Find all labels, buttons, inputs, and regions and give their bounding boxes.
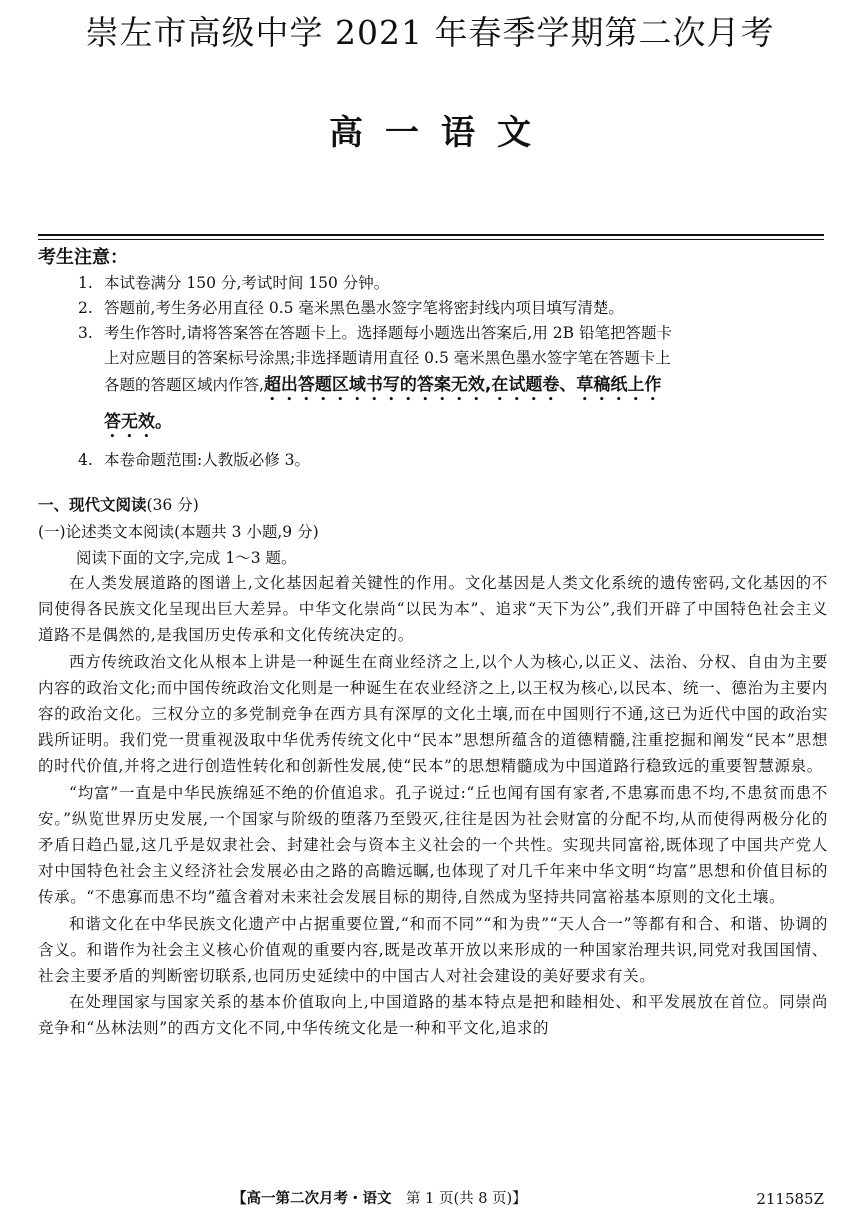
exam-title: 崇左市高级中学 2021 年春季学期第二次月考	[85, 13, 775, 52]
passage-paragraph: 在人类发展道路的图谱上,文化基因起着关键性的作用。文化基因是人类文化系统的遗传密码,文化基因的不同使得各民族文化呈现出巨大差异。中华文化崇尚“以民为本”、追求“天下为公”,我们开辟了中国特色社会主义道路不是偶然的,是我国历史传承和文化传统决定的。	[38, 574, 828, 645]
divider-thick	[38, 234, 824, 236]
notice-text: 本卷命题范围:人教版必修 3。	[104, 451, 311, 469]
page-footer	[0, 1186, 860, 1212]
notice-text-line2: 上对应题目的答案标号涂黑;非选择题请用直径 0.5 毫米黑色墨水签字笔在答题卡上	[104, 349, 671, 367]
passage-paragraph: “均富”一直是中华民族绵延不绝的价值追求。孔子说过:“丘也闻有国有家者,不患寡而患不均,不患贫而患不安。”纵览世界历史发展,一个国家与阶级的堕落乃至毁灭,往往是因为社会财富的分配不均,从而使得两极分化的矛盾日趋凸显,这几乎是奴隶社会、封建社会与资本主义社会的一个共性。实现共同富裕,既体现了中国共产党人对中国特色社会主义经济社会发展必由之路的高瞻远瞩,也体现了对几千年来中华文明“均富”思想和价值目标的传承。“不患寡而患不均”蕴含着对未来社会发展目标的期待,自然成为坚持共同富裕基本原则的文化土壤。	[38, 783, 828, 907]
footer-code: 211585Z	[756, 1190, 824, 1208]
sub-heading: (一)论述类文本阅读(本题共 3 小题,9 分)	[38, 523, 319, 541]
notice-item-3	[78, 321, 828, 442]
section-points: (36 分)	[146, 496, 199, 514]
notice-number: 1.	[78, 274, 93, 292]
notice-text-line1: 考生作答时,请将答案答在答题卡上。选择题每小题选出答案后,用 2B 铅笔把答题卡	[104, 324, 672, 342]
footer-label	[232, 1186, 527, 1212]
notice-item-2	[78, 296, 828, 321]
notice-text-line4	[78, 405, 828, 442]
notice-warning-emphasis: 超出答题区域书写的答案无效,在试题卷、草稿纸上作	[263, 375, 662, 395]
passage-paragraph: 西方传统政治文化从根本上讲是一种诞生在商业经济之上,以个人为核心,以正义、法治、分权、自由为主要内容的政治文化;而中国传统政治文化则是一种诞生在农业经济之上,以王权为核心,以民本、统一、德治为主要内容的政治文化。三权分立的多党制竞争在西方具有深厚的文化土壤,而在中国则行不通,这已为近代中国的政治实践所证明。我们党一贯重视汲取中华优秀传统文化中“民本”思想所蕴含的道德精髓,注重挖掘和阐发“民本”思想的时代价值,并将之进行创造性转化和创新性发展,使“民本”的思想精髓成为中国道路行稳致远的重要智慧源泉。	[38, 652, 828, 776]
section-heading	[38, 493, 199, 517]
notice-text: 答题前,考生务必用直径 0.5 毫米黑色墨水签字笔将密封线内项目填写清楚。	[104, 299, 624, 317]
notice-text-line3-plain: 各题的答题区域内作答,	[104, 376, 264, 394]
divider-thin	[38, 239, 824, 240]
notice-item-1	[78, 271, 828, 296]
notice-heading: 考生注意：	[38, 247, 128, 268]
reading-instruction: 阅读下面的文字,完成 1～3 题。	[76, 549, 297, 567]
footer-exam-label: 【高一第二次月考・语文	[232, 1191, 392, 1207]
notice-item-4	[78, 448, 828, 473]
footer-page-number: 第 1 页(共 8 页)】	[406, 1191, 527, 1207]
notice-text: 本试卷满分 150 分,考试时间 150 分钟。	[104, 274, 390, 292]
notice-number: 2.	[78, 299, 93, 317]
section-heading-text: 一、现代文阅读	[38, 496, 147, 514]
notice-number: 4.	[78, 451, 93, 469]
notice-number: 3.	[78, 324, 93, 342]
subject-title: 高一语文	[329, 113, 553, 153]
reading-passage	[38, 570, 828, 1042]
notice-warning-emphasis-end: 答无效。	[104, 412, 172, 432]
passage-paragraph: 在处理国家与国家关系的基本价值取向上,中国道路的基本特点是把和睦相处、和平发展放在首位。同崇尚竞争和“丛林法则”的西方文化不同,中华传统文化是一种和平文化,追求的	[38, 993, 828, 1038]
notice-list	[78, 271, 828, 473]
passage-paragraph: 和谐文化在中华民族文化遗产中占据重要位置,“和而不同”“和为贵”“天人合一”等都有和合、和谐、协调的含义。和谐作为社会主义核心价值观的重要内容,既是改革开放以来形成的一种国家治理共识,同党对我国国情、社会主要矛盾的判断密切联系,也同历史延续中的中国古人对社会建设的美好要求有关。	[38, 914, 828, 986]
notice-text-line3	[78, 371, 828, 405]
